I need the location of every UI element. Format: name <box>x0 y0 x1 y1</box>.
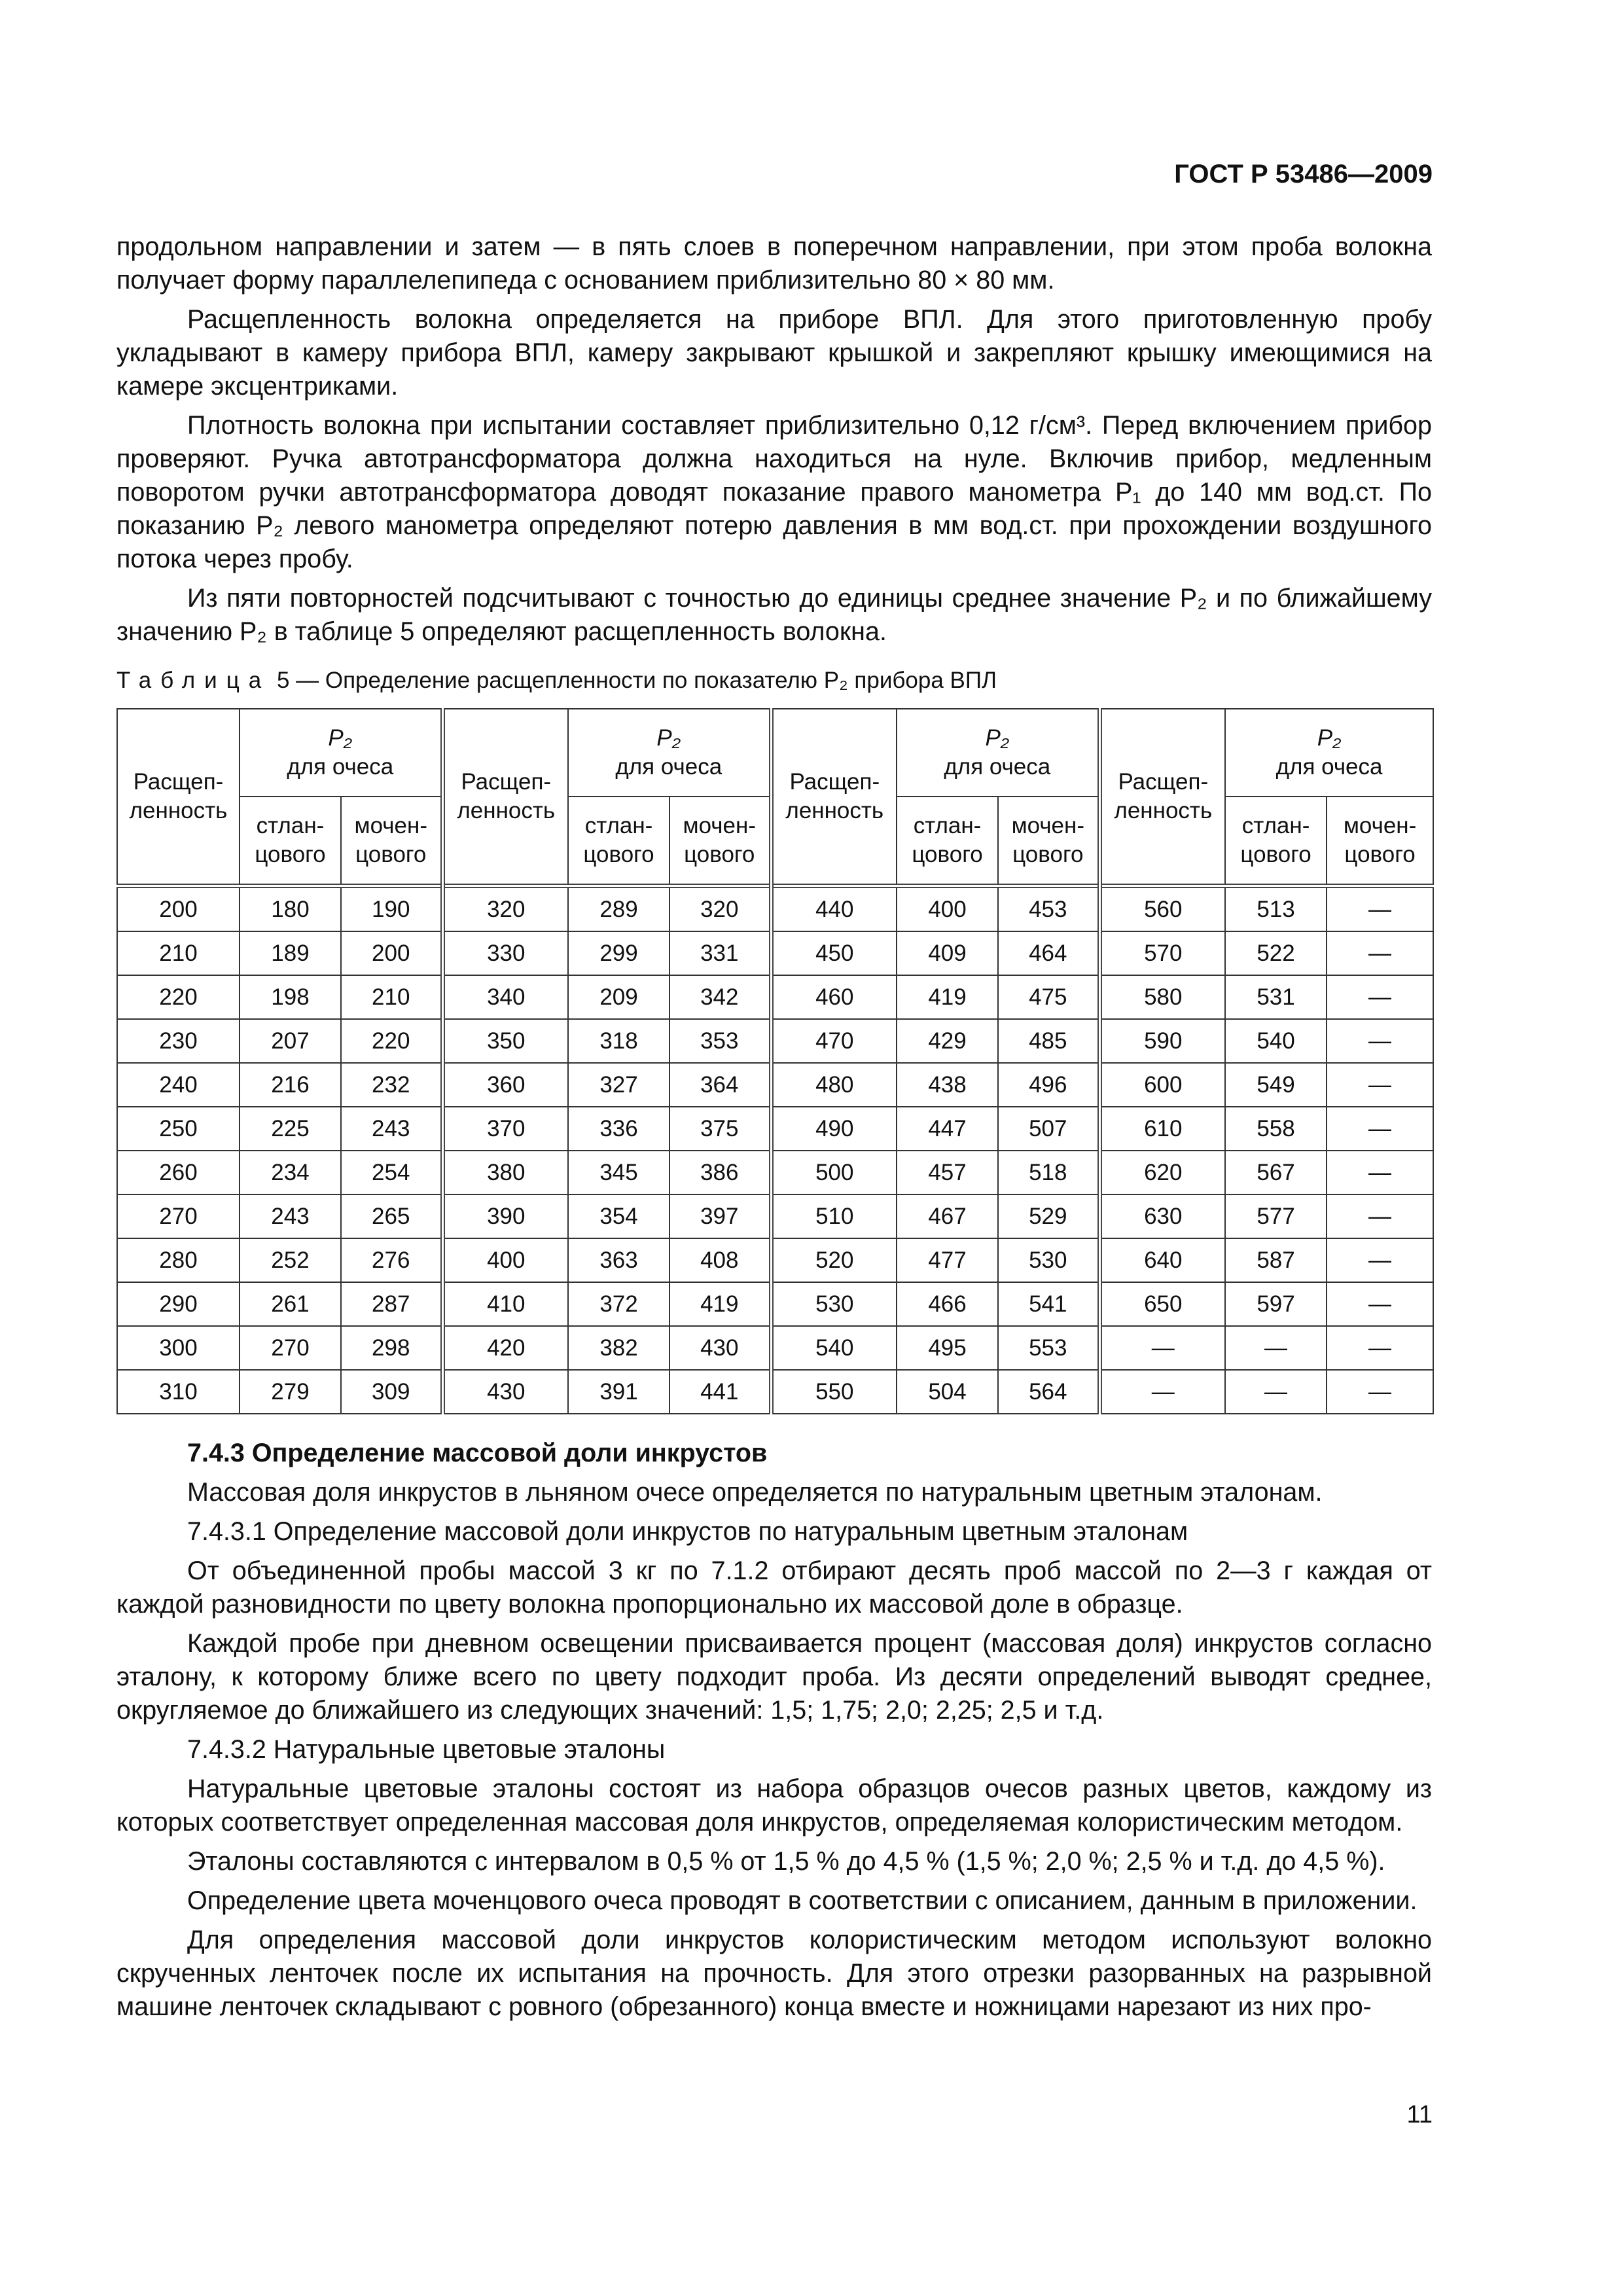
paragraph: Массовая доля инкрустов в льняном очесе определяется по натуральным цветным эталонам. <box>187 1478 1323 1507</box>
table-cell: 386 <box>669 1151 771 1194</box>
table-body <box>117 886 1433 1414</box>
table-cell: 490 <box>771 1107 897 1151</box>
table-cell: 420 <box>442 1326 568 1370</box>
table-row <box>117 975 1433 1019</box>
table-cell: 540 <box>771 1326 897 1370</box>
table-cell: 320 <box>442 886 568 932</box>
table-cell: 252 <box>240 1238 341 1282</box>
table-cell: 380 <box>442 1151 568 1194</box>
table-cell: 336 <box>568 1107 669 1151</box>
paragraph: продольном направлении и затем — в пять слоев в поперечном направлении, при этом проба волокна получает форму параллелепипеда с основанием приблизительно 80 × 80 мм. <box>116 232 1432 295</box>
col-header-p2: P₂ для очеса <box>240 709 442 797</box>
table-cell: 342 <box>669 975 771 1019</box>
table-cell: 570 <box>1099 931 1225 975</box>
table-cell: — <box>1099 1370 1225 1414</box>
table-cell: 391 <box>568 1370 669 1414</box>
table-cell: 280 <box>117 1238 240 1282</box>
table-cell: 397 <box>669 1194 771 1238</box>
table-cell: 298 <box>341 1326 442 1370</box>
table-cell: 372 <box>568 1282 669 1326</box>
table-cell: 460 <box>771 975 897 1019</box>
table-cell: 518 <box>998 1151 1099 1194</box>
table-cell: 475 <box>998 975 1099 1019</box>
table-cell: 327 <box>568 1063 669 1107</box>
col-header-splitting: Расщеп-ленность <box>771 709 897 886</box>
table-cell: 587 <box>1225 1238 1327 1282</box>
table-cell: 495 <box>897 1326 998 1370</box>
table-cell: — <box>1327 1282 1433 1326</box>
table-cell: — <box>1327 931 1433 975</box>
table-cell: 279 <box>240 1370 341 1414</box>
table-cell: 440 <box>771 886 897 932</box>
table-cell: 345 <box>568 1151 669 1194</box>
table-cell: 320 <box>669 886 771 932</box>
table-cell: 382 <box>568 1326 669 1370</box>
table-cell: — <box>1327 1063 1433 1107</box>
table-cell: 577 <box>1225 1194 1327 1238</box>
table-cell: 200 <box>341 931 442 975</box>
table-cell: 299 <box>568 931 669 975</box>
col-header-stlan: стлан-цового <box>240 797 341 886</box>
table-cell: 243 <box>341 1107 442 1151</box>
table-cell: 496 <box>998 1063 1099 1107</box>
table-cell: 470 <box>771 1019 897 1063</box>
table-cell: — <box>1327 1370 1433 1414</box>
splitting-table <box>116 708 1434 1414</box>
table-cell: 261 <box>240 1282 341 1326</box>
table-cell: 300 <box>117 1326 240 1370</box>
table-cell: 430 <box>442 1370 568 1414</box>
table-cell: 180 <box>240 886 341 932</box>
table-cell: — <box>1327 1107 1433 1151</box>
table-cell: 290 <box>117 1282 240 1326</box>
table-cell: 370 <box>442 1107 568 1151</box>
col-header-p2: P₂ для очеса <box>568 709 771 797</box>
table-cell: 610 <box>1099 1107 1225 1151</box>
table-row <box>117 1238 1433 1282</box>
table-cell: 408 <box>669 1238 771 1282</box>
table-cell: 650 <box>1099 1282 1225 1326</box>
table-cell: 485 <box>998 1019 1099 1063</box>
table-cell: — <box>1327 1019 1433 1063</box>
table-cell: — <box>1225 1326 1327 1370</box>
table-cell: 309 <box>341 1370 442 1414</box>
table-cell: 438 <box>897 1063 998 1107</box>
table-cell: 520 <box>771 1238 897 1282</box>
table-cell: 620 <box>1099 1151 1225 1194</box>
table-row <box>117 1282 1433 1326</box>
col-header-mochen: мочен-цового <box>998 797 1099 886</box>
table-cell: 409 <box>897 931 998 975</box>
table-cell: 507 <box>998 1107 1099 1151</box>
table-cell: 410 <box>442 1282 568 1326</box>
table-cell: 363 <box>568 1238 669 1282</box>
table-cell: 457 <box>897 1151 998 1194</box>
page-number: 11 <box>1406 2101 1433 2128</box>
table-cell: 480 <box>771 1063 897 1107</box>
table-cell: 419 <box>897 975 998 1019</box>
paragraph: Из пяти повторностей подсчитывают с точностью до единицы среднее значение P₂ и по ближайшему значению P₂ в таблице 5 определяют расщепленность волокна. <box>116 584 1432 646</box>
table-cell: 529 <box>998 1194 1099 1238</box>
table-cell: 567 <box>1225 1151 1327 1194</box>
table-cell: 441 <box>669 1370 771 1414</box>
table-cell: 260 <box>117 1151 240 1194</box>
table-cell: — <box>1327 886 1433 932</box>
section-heading: 7.4.3 Определение массовой доли инкрустов <box>187 1439 768 1467</box>
table-cell: 353 <box>669 1019 771 1063</box>
table-cell: 198 <box>240 975 341 1019</box>
table-cell: 510 <box>771 1194 897 1238</box>
table-cell: 318 <box>568 1019 669 1063</box>
table-cell: 560 <box>1099 886 1225 932</box>
table-cell: — <box>1327 1238 1433 1282</box>
paragraph: Определение цвета моченцового очеса проводят в соответствии с описанием, данным в приложении. <box>187 1886 1418 1915</box>
table-cell: 564 <box>998 1370 1099 1414</box>
document-id-header: ГОСТ Р 53486—2009 <box>1174 160 1433 188</box>
table-cell: 289 <box>568 886 669 932</box>
table-cell: 553 <box>998 1326 1099 1370</box>
table-cell: 270 <box>117 1194 240 1238</box>
subsection-heading: 7.4.3.2 Натуральные цветовые эталоны <box>187 1735 666 1764</box>
col-header-splitting: Расщеп-ленность <box>442 709 568 886</box>
col-header-mochen: мочен-цового <box>341 797 442 886</box>
table-cell: 350 <box>442 1019 568 1063</box>
table-row <box>117 886 1433 932</box>
table-cell: — <box>1327 1326 1433 1370</box>
table-cell: 531 <box>1225 975 1327 1019</box>
table-cell: 276 <box>341 1238 442 1282</box>
subsection-heading: 7.4.3.1 Определение массовой доли инкрустов по натуральным цветным эталонам <box>187 1517 1188 1546</box>
table-row <box>117 1370 1433 1414</box>
paragraph: Расщепленность волокна определяется на приборе ВПЛ. Для этого приготовленную пробу укладывают в камеру прибора ВПЛ, камеру закрывают крышкой и закрепляют крышку имеющимися на камере эксцентриками. <box>116 305 1432 401</box>
table-cell: 390 <box>442 1194 568 1238</box>
table-cell: 530 <box>771 1282 897 1326</box>
table-cell: 331 <box>669 931 771 975</box>
table-cell: 400 <box>897 886 998 932</box>
table-cell: 310 <box>117 1370 240 1414</box>
table-cell: 330 <box>442 931 568 975</box>
table-row <box>117 1019 1433 1063</box>
table-cell: 220 <box>341 1019 442 1063</box>
paragraph: Каждой пробе при дневном освещении присваивается процент (массовая доля) инкрустов согласно эталону, к которому ближе всего по цвету подходит проба. Из десяти определений выводят среднее, округляемое до ближайшего из следующих значений: 1,5; 1,75; 2,0; 2,25; 2,5 и т.д. <box>116 1629 1432 1725</box>
col-header-stlan: стлан-цового <box>568 797 669 886</box>
table-cell: 375 <box>669 1107 771 1151</box>
table-caption-label: Таблица <box>116 668 271 693</box>
table-cell: 225 <box>240 1107 341 1151</box>
table-cell: 240 <box>117 1063 240 1107</box>
paragraph: Натуральные цветовые эталоны состоят из набора образцов очесов разных цветов, каждому из которых соответствует определенная массовая доля инкрустов, определяемая колористическим методом. <box>116 1774 1432 1837</box>
table-cell: 640 <box>1099 1238 1225 1282</box>
top-text-block <box>116 230 1432 655</box>
table-cell: — <box>1099 1326 1225 1370</box>
table-cell: 450 <box>771 931 897 975</box>
table-cell: 209 <box>568 975 669 1019</box>
paragraph: Эталоны составляются с интервалом в 0,5 % от 1,5 % до 4,5 % (1,5 %; 2,0 %; 2,5 % и т.д. до 4,5 %). <box>187 1847 1385 1876</box>
col-header-mochen: мочен-цового <box>1327 797 1433 886</box>
table-cell: 287 <box>341 1282 442 1326</box>
table-cell: 558 <box>1225 1107 1327 1151</box>
table-cell: 530 <box>998 1238 1099 1282</box>
table-cell: 200 <box>117 886 240 932</box>
table-cell: 400 <box>442 1238 568 1282</box>
bottom-text-block <box>116 1437 1432 2030</box>
table-cell: 477 <box>897 1238 998 1282</box>
table-cell: 600 <box>1099 1063 1225 1107</box>
col-header-mochen: мочен-цового <box>669 797 771 886</box>
table-cell: 232 <box>341 1063 442 1107</box>
table-cell: 340 <box>442 975 568 1019</box>
table-cell: 210 <box>341 975 442 1019</box>
table-cell: 354 <box>568 1194 669 1238</box>
table-cell: 430 <box>669 1326 771 1370</box>
table-cell: — <box>1327 1151 1433 1194</box>
table-row <box>117 1326 1433 1370</box>
table-cell: 250 <box>117 1107 240 1151</box>
col-header-stlan: стлан-цового <box>897 797 998 886</box>
table-cell: 234 <box>240 1151 341 1194</box>
table-cell: 216 <box>240 1063 341 1107</box>
table-cell: 265 <box>341 1194 442 1238</box>
table-caption <box>116 664 997 697</box>
table-cell: 500 <box>771 1151 897 1194</box>
col-header-splitting: Расщеп-ленность <box>1099 709 1225 886</box>
table-cell: 364 <box>669 1063 771 1107</box>
table-cell: 220 <box>117 975 240 1019</box>
table-cell: 549 <box>1225 1063 1327 1107</box>
table-cell: 504 <box>897 1370 998 1414</box>
table-cell: 466 <box>897 1282 998 1326</box>
table-caption-text: 5 — Определение расщепленности по показателю P₂ прибора ВПЛ <box>276 668 997 693</box>
table-row <box>117 1194 1433 1238</box>
paragraph: Плотность волокна при испытании составляет приблизительно 0,12 г/см³. Перед включением прибор проверяют. Ручка автотрансформатора должна находиться на нуле. Включив прибор, медленным поворотом ручки автотрансформатора доводят показание правого манометра P₁ до 140 мм вод.ст. По показанию P₂ левого манометра определяют потерю давления в мм вод.ст. при прохождении воздушного потока через пробу. <box>116 411 1432 573</box>
table-row <box>117 1151 1433 1194</box>
table-cell: 243 <box>240 1194 341 1238</box>
table-cell: 590 <box>1099 1019 1225 1063</box>
table-cell: 270 <box>240 1326 341 1370</box>
table-cell: 630 <box>1099 1194 1225 1238</box>
table-cell: 429 <box>897 1019 998 1063</box>
table-cell: 210 <box>117 931 240 975</box>
table-cell: 189 <box>240 931 341 975</box>
table-cell: 190 <box>341 886 442 932</box>
table-row <box>117 1063 1433 1107</box>
table-cell: 522 <box>1225 931 1327 975</box>
table-cell: 464 <box>998 931 1099 975</box>
paragraph: Для определения массовой доли инкрустов колористическим методом используют волокно скрученных ленточек после их испытания на прочность. Для этого отрезки разорванных на разрывной машине ленточек складывают с ровного (обрезанного) конца вместе и ножницами нарезают из них про- <box>116 1926 1432 2021</box>
col-header-p2: P₂ для очеса <box>897 709 1099 797</box>
col-header-p2: P₂ для очеса <box>1225 709 1433 797</box>
table-cell: 230 <box>117 1019 240 1063</box>
table-cell: — <box>1225 1370 1327 1414</box>
table-cell: 550 <box>771 1370 897 1414</box>
table-cell: 580 <box>1099 975 1225 1019</box>
table-cell: 254 <box>341 1151 442 1194</box>
table-cell: 541 <box>998 1282 1099 1326</box>
table-row <box>117 1107 1433 1151</box>
table-row <box>117 931 1433 975</box>
table-cell: 540 <box>1225 1019 1327 1063</box>
table-cell: 419 <box>669 1282 771 1326</box>
table-cell: — <box>1327 1194 1433 1238</box>
table-cell: 360 <box>442 1063 568 1107</box>
col-header-splitting: Расщеп-ленность <box>117 709 240 886</box>
table-cell: 467 <box>897 1194 998 1238</box>
table-cell: 597 <box>1225 1282 1327 1326</box>
table-cell: 207 <box>240 1019 341 1063</box>
table-cell: 447 <box>897 1107 998 1151</box>
col-header-stlan: стлан-цового <box>1225 797 1327 886</box>
paragraph: От объединенной пробы массой 3 кг по 7.1.2 отбирают десять проб массой по 2—3 г каждая от каждой разновидности по цвету волокна пропорционально их массовой доле в образце. <box>116 1556 1432 1619</box>
table-cell: 513 <box>1225 886 1327 932</box>
table-cell: 453 <box>998 886 1099 932</box>
table-cell: — <box>1327 975 1433 1019</box>
